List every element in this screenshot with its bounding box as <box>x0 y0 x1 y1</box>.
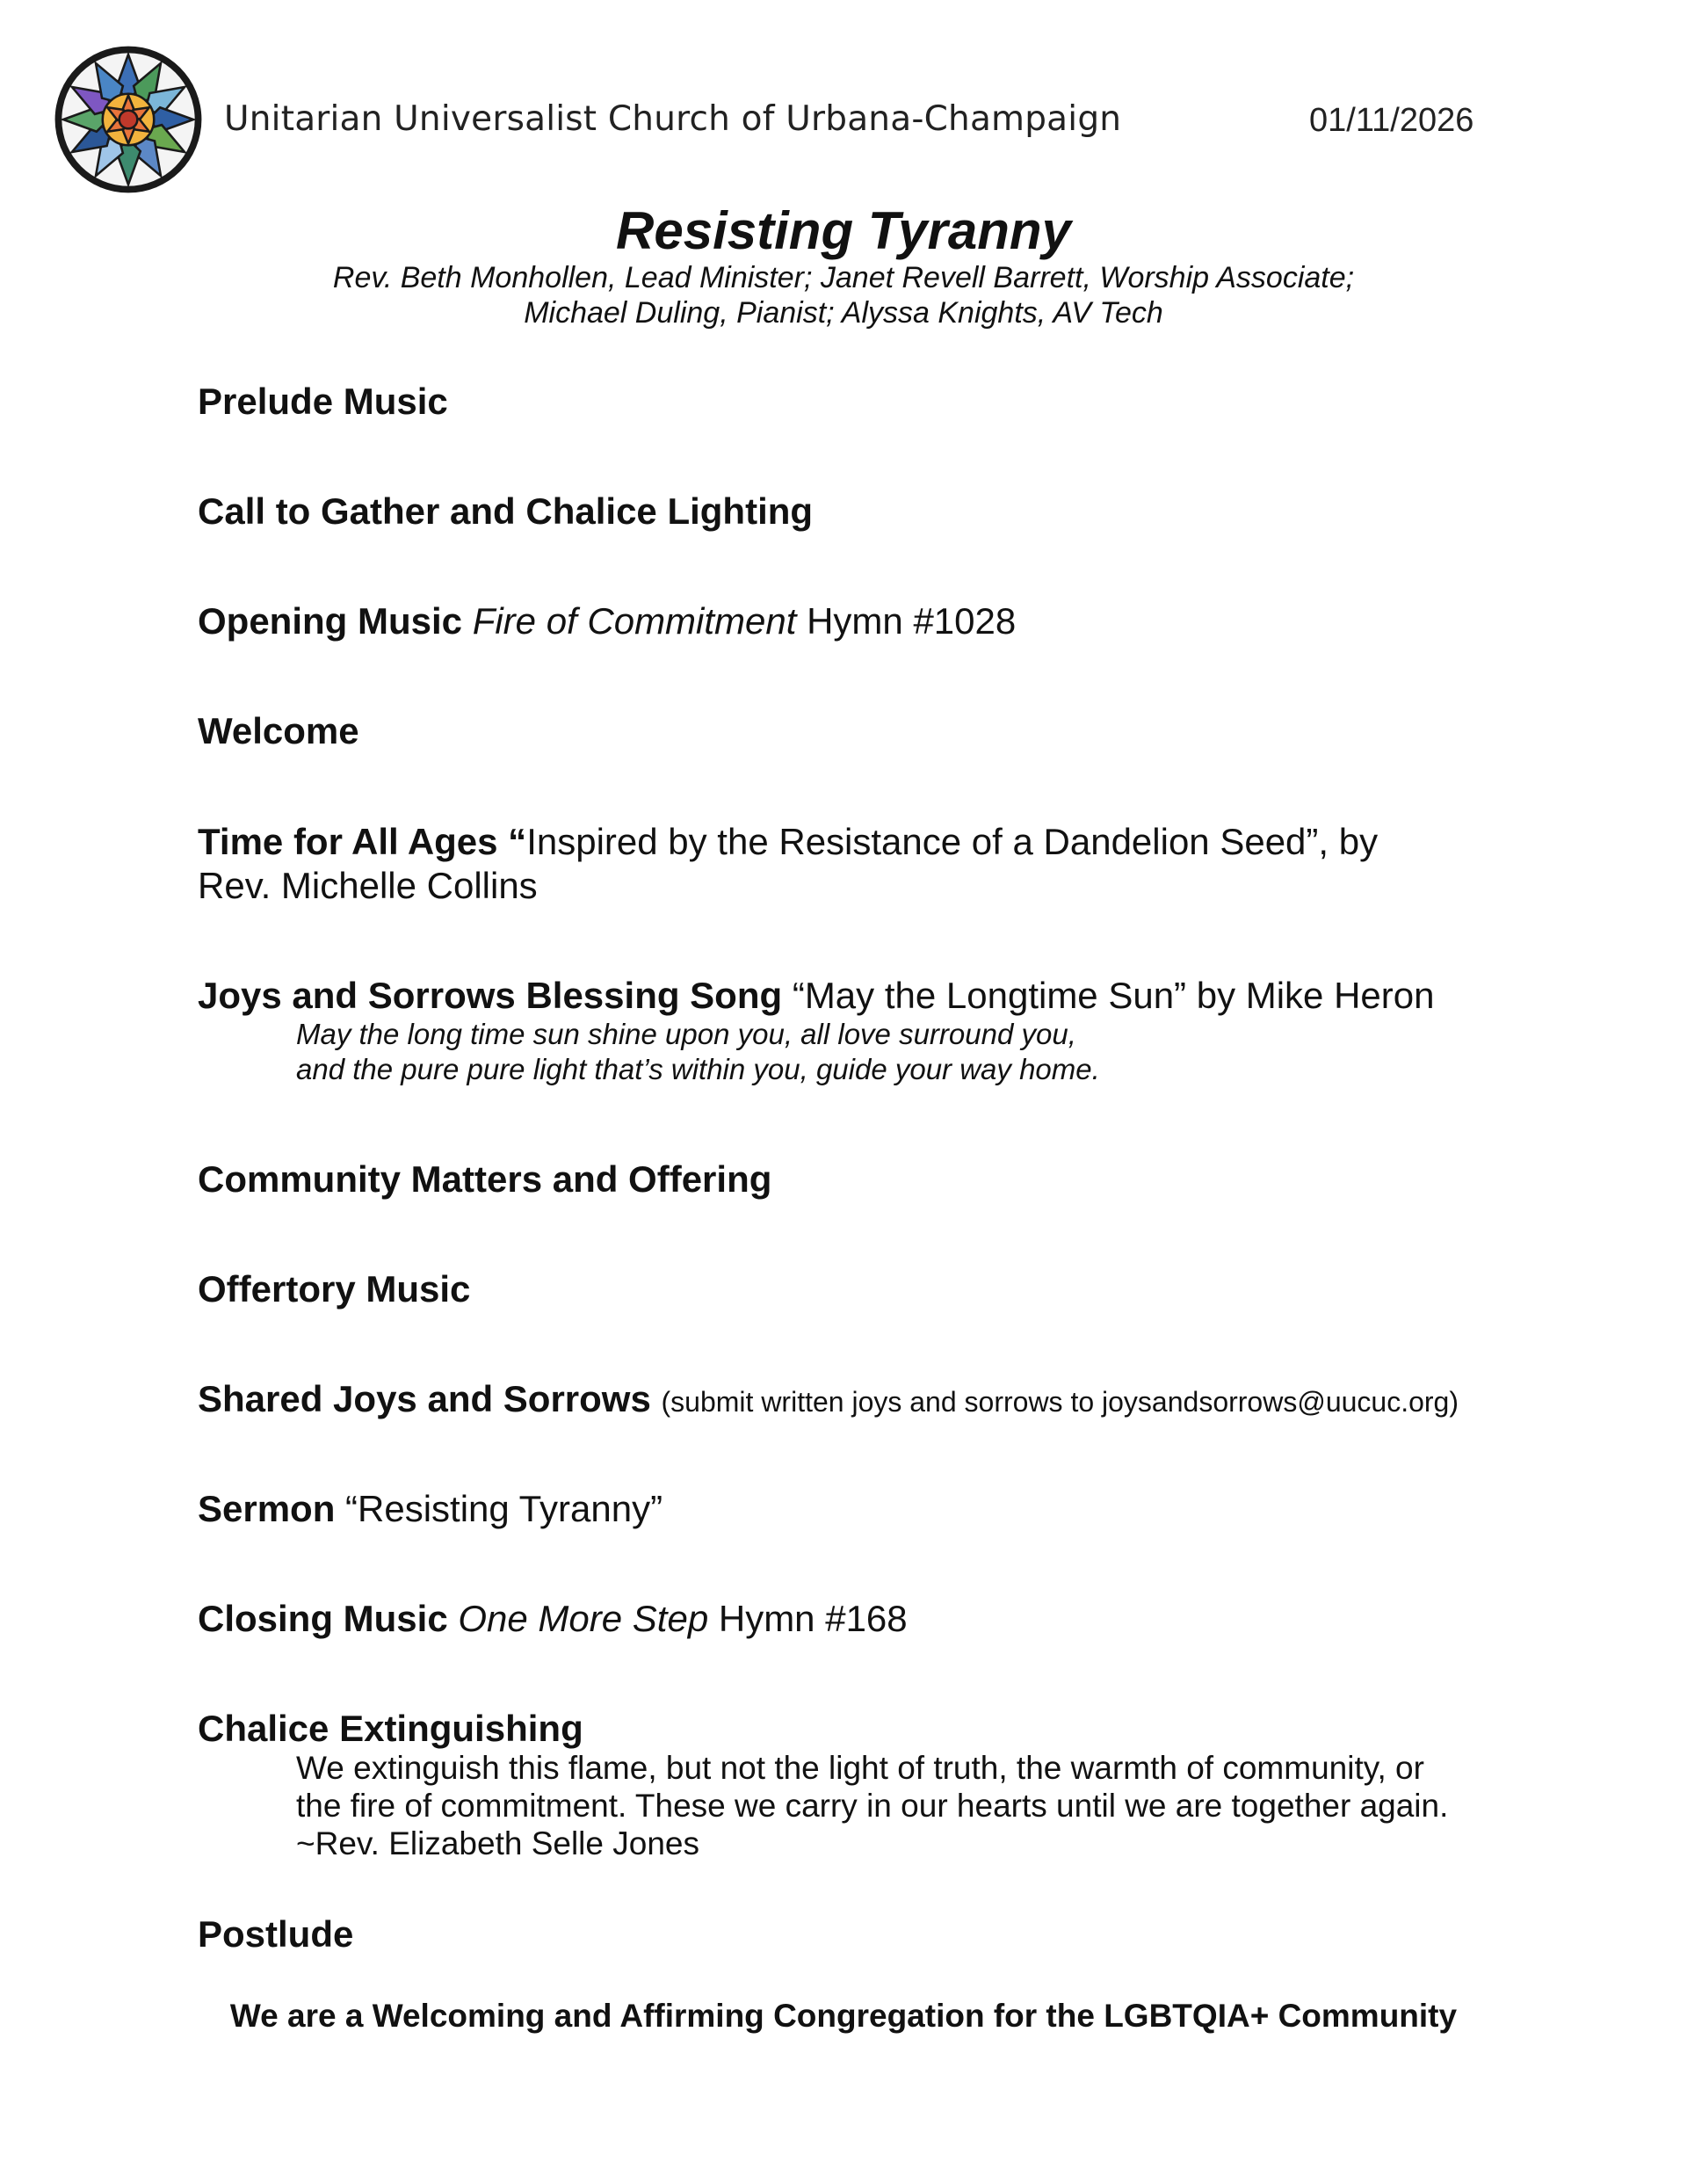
service-date: 01/11/2026 <box>1309 102 1474 139</box>
prelude-item <box>198 380 448 424</box>
chalice-extinguishing-label: Chalice Extinguishing <box>198 1708 583 1749</box>
community-matters-label: Community Matters and Offering <box>198 1158 772 1200</box>
postlude-label: Postlude <box>198 1913 354 1955</box>
staff-line-1: Rev. Beth Monhollen, Lead Minister; Janet Revell Barrett, Worship Associate; <box>332 261 1355 294</box>
sermon-label: Sermon <box>198 1488 336 1529</box>
chalice-extinguishing-item <box>198 1707 583 1751</box>
community-matters-item <box>198 1157 771 1201</box>
closing-music-item <box>198 1597 908 1641</box>
extinguishing-line-2: the fire of commitment. These we carry in our hearts until we are together again. <box>296 1788 1449 1824</box>
service-title: Resisting Tyranny <box>616 201 1071 260</box>
song-lyric-line-2: and the pure pure light that’s within you, guide your way home. <box>296 1053 1100 1085</box>
opening-music-label: Opening Music <box>198 600 463 642</box>
welcoming-statement: We are a Welcoming and Affirming Congregation for the LGBTQIA+ Community <box>229 1998 1458 2034</box>
closing-music-hymn: Hymn #168 <box>718 1598 908 1639</box>
shared-joys-note: (submit written joys and sorrows to joysandsorrows@uucuc.org) <box>661 1386 1459 1418</box>
postlude-item <box>198 1912 353 1956</box>
time-for-all-ages-item <box>198 820 1378 908</box>
song-lyric-line-1: May the long time sun shine upon you, all love surround you, <box>296 1018 1076 1050</box>
extinguishing-attribution: ~Rev. Elizabeth Selle Jones <box>296 1825 699 1861</box>
sermon-item <box>198 1487 662 1531</box>
time-for-all-ages-author: Rev. Michelle Collins <box>198 865 538 906</box>
time-for-all-ages-story: Inspired by the Resistance of a Dandelion Seed”, by <box>526 821 1379 862</box>
staff-line-2: Michael Duling, Pianist; Alyssa Knights, AV Tech <box>524 296 1163 330</box>
joys-sorrows-song-title: “May the Longtime Sun” by Mike Heron <box>792 975 1435 1016</box>
opening-music-item <box>198 599 1016 643</box>
joys-sorrows-song-item <box>198 974 1434 1018</box>
shared-joys-item <box>198 1377 1459 1424</box>
offertory-item <box>198 1267 470 1311</box>
sermon-title: “Resisting Tyranny” <box>345 1488 663 1529</box>
opening-music-title: Fire of Commitment <box>472 600 797 642</box>
offertory-label: Offertory Music <box>198 1268 471 1310</box>
shared-joys-label: Shared Joys and Sorrows <box>198 1378 651 1419</box>
joys-sorrows-song-label: Joys and Sorrows Blessing Song <box>198 975 783 1016</box>
welcome-item <box>198 709 359 753</box>
prelude-label: Prelude Music <box>198 381 448 422</box>
church-name: Unitarian Universalist Church of Urbana-Champaign <box>224 99 1122 139</box>
time-for-all-ages-label: Time for All Ages “ <box>198 821 527 862</box>
call-to-gather-label: Call to Gather and Chalice Lighting <box>198 490 814 532</box>
welcome-label: Welcome <box>198 710 359 751</box>
opening-music-hymn: Hymn #1028 <box>807 600 1017 642</box>
extinguishing-line-1: We extinguish this flame, but not the light of truth, the warmth of community, or <box>296 1750 1424 1786</box>
call-to-gather-item <box>198 490 813 533</box>
closing-music-label: Closing Music <box>198 1598 448 1639</box>
church-logo-icon <box>53 44 204 195</box>
closing-music-title: One More Step <box>458 1598 709 1639</box>
